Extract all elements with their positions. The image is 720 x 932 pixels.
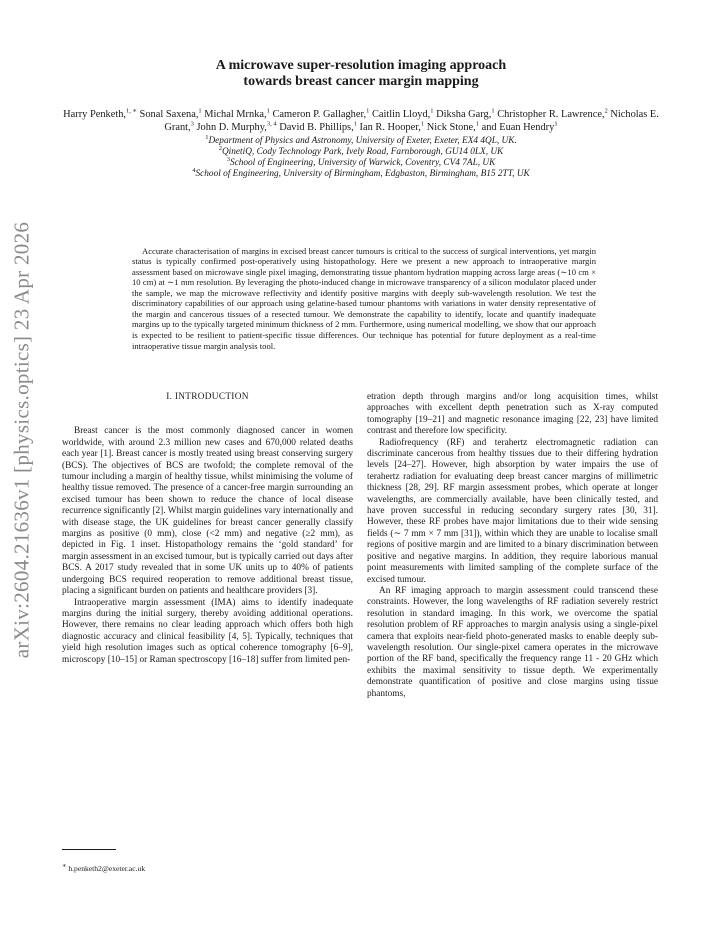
author-name: David B. Phillips,: [276, 122, 354, 134]
author-name: Ian R. Hooper,: [356, 122, 421, 134]
author-affiliation-mark: 3, 4: [266, 120, 277, 128]
author-affiliation-mark: 1: [198, 107, 202, 115]
author-name: Nick Stone,: [424, 122, 476, 134]
affiliation-line: [60, 166, 662, 180]
author-name: Cameron P. Gallagher,: [269, 109, 367, 120]
author-name: Caitlin Lloyd,: [369, 109, 431, 120]
affiliation-number: 1: [205, 133, 209, 141]
body-paragraph: Radiofrequency (RF) and terahertz electromagnetic radiation can discriminate cancerous from healthy tissues due to their differing hydration levels [24–27]. However, high absorption by water impairs the use of terahertz radiation for evaluating deep breast cancer margins of millimetric thickness [28, 29]. RF margin assessment probes, which operate at longer wavelengths, are commercially available, have been clinically tested, and have proven successful in reducing secondary surgery rates [30, 31]. However, these RF probes have major limitations due to their wide sensing fields (∼ 7 mm × 7 mm [31]), within which they are unable to localise small regions of positive margin and are limited to a binary discrimination between positive and negative margins. In addition, they require laborious manual point measurements with limited sampling of the complete surface of the excised tumour.: [367, 437, 658, 585]
body-paragraph: Intraoperative margin assessment (IMA) aims to identify inadequate margins during the initial surgery, thereby avoiding additional operations. However, there remains no clear leading approach which offers both high diagnostic accuracy and clinical feasibility [4, 5]. Typically, techniques that yield high resolution images such as optical coherence tomography [6–9], microscopy [10–15] or Raman spectroscopy [16–18] suffer from limited pen-: [62, 597, 353, 665]
paper-title: [60, 58, 662, 90]
abstract: Accurate characterisation of margins in excised breast cancer tumours is critical to the success of surgical interventions, yet margin status is typically confirmed post-operatively using histopathology. Here we present a new approach to intraoperative margin assessment based on microwave single pixel imaging, demonstrating tissue phantom hydration mapping across large areas (∼10 cm × 10 cm) at ∼1 mm resolution. By leveraging the photo-induced change in microwave transparency of a silicon modulator placed under the sample, we map the microwave reflectivity and identify positive margins with deeply sub-wavelength resolution. We test the discriminatory capabilities of our approach using gelatine-based tumour phantoms with variations in water density representative of the margin and cancerous tissues of a resected tumour. We demonstrate the capability to identify, locate and quantify inadequate margins up to the typically targeted minimum thickness of 2 mm. Furthermore, using numerical modelling, we show that our approach is expected to be resilient to patient-specific tissue differences. Our technique has potential for future deployment as a real-time intraoperative tissue margin analysis tool.: [132, 245, 596, 351]
body-paragraph: etration depth through margins and/or long acquisition times, whilst approaches with excellent depth penetration such as X-ray computed tomography [19–21] and magnetic resonance imaging [22, 23] have limited contrast and therefore low specificity.: [367, 392, 658, 437]
footnote-mark: ∗: [62, 862, 67, 870]
affiliation-text: Department of Physics and Astronomy, University of Exeter, Exeter, EX4 4QL, UK.: [208, 135, 517, 146]
author-name: Nicholas E. Grant,: [164, 109, 659, 134]
affiliation-number: 2: [218, 144, 222, 152]
author-name: Christopher R. Lawrence,: [494, 109, 605, 120]
footnote-divider: [62, 849, 116, 850]
affiliation-line: [60, 144, 662, 158]
paper-header: [60, 58, 662, 180]
author-name: and Euan Hendry: [479, 122, 555, 134]
author-affiliation-mark: 1: [366, 107, 370, 115]
body-paragraph: An RF imaging approach to margin assessment could transcend these constraints. However, the long wavelengths of RF radiation severely restrict resolution in standard imaging. In this work, we overcome the spatial resolution problem of RF approaches to margin analysis using a single-pixel camera that exploits near-field photo-generated masks to enable deeply sub-wavelength resolution. Our single-pixel camera operates in the microwave portion of the RF band, specifically the frequency range 11 - 20 GHz which exhibits the maximal sensitivity to tissue depth. We experimentally demonstrate quantification of positive and close margins using tissue phantoms,: [367, 585, 658, 699]
affiliation-line: [60, 155, 662, 169]
left-column: [62, 392, 353, 666]
author-affiliation-mark: 2: [604, 107, 608, 115]
arxiv-identifier-text: arXiv:2604.21636v1 [physics.optics] 23 Apr 2026: [9, 221, 34, 659]
author-affiliation-mark: 1, ∗: [126, 107, 137, 115]
author-list: [60, 108, 662, 135]
author-name: Sonal Saxena,: [136, 109, 199, 120]
author-name: Michal Mrnka,: [201, 109, 267, 120]
affiliation-text: School of Engineering, University of Warwick, Coventry, CV4 7AL, UK: [229, 157, 496, 168]
author-name: Diksha Garg,: [433, 109, 492, 120]
arxiv-identifier: [2, 220, 42, 660]
author-affiliation-mark: 3: [190, 120, 194, 128]
affiliation-number: 4: [192, 166, 196, 174]
author-affiliation-mark: 1: [353, 120, 357, 128]
author-affiliation-mark: 1: [554, 120, 558, 128]
section-heading-introduction: I. INTRODUCTION: [166, 392, 249, 402]
right-column: [367, 392, 658, 700]
title-line-2: towards breast cancer margin mapping: [243, 74, 479, 89]
author-affiliation-mark: 1: [475, 120, 480, 128]
title-line-1: A microwave super-resolution imaging approach: [215, 58, 507, 73]
footnote-email: h.penketh2@exeter.ac.uk: [68, 864, 146, 873]
body-paragraph: Breast cancer is the most commonly diagnosed cancer in women worldwide, with around 2.3 million new cases and 670,000 related deaths each year [1]. Breast cancer is mostly treated using breast conserving surgery (BCS). The objectives of BCS are twofold; the complete removal of the tumour including a margin of healthy tissue, whilst minimising the volume of healthy tissue removed. The presence of a cancer-free margin surrounding an excised tumour has been shown to reduce the chance of local disease recurrence significantly [2]. Whilst margin guidelines vary internationally and with disease stage, the UK guidelines for breast cancer generally classify margins as positive (0 mm), close (<2 mm) and negative (≥2 mm), as depicted in Fig. 1 inset. Histopathology remains the ‘gold standard’ for margin assessment in an excised tumour, but is typically carried out days after BCS. A 2017 study revealed that in some UK units up to 40% of patients undergoing BCS required reoperation to remove additional breast tissue, placing a significant burden on patients and healthcare providers [3].: [62, 426, 353, 597]
author-affiliation-mark: 1: [491, 107, 495, 115]
author-name: Harry Penketh,: [63, 109, 127, 120]
affiliation-number: 3: [226, 155, 230, 163]
author-affiliation-mark: 1: [420, 120, 425, 128]
author-affiliation-mark: 1: [266, 107, 270, 115]
affiliation-text: QinetiQ, Cody Technology Park, Ively Road, Farnborough, GU14 0LX, UK: [221, 146, 504, 157]
footnote: [62, 864, 145, 873]
author-name: John D. Murphy,: [193, 122, 267, 134]
author-affiliation-mark: 1: [430, 107, 434, 115]
affiliation-text: School of Engineering, University of Birmingham, Edgbaston, Birmingham, B15 2TT, UK: [195, 168, 530, 179]
affiliation-line: [60, 133, 662, 147]
affiliation-list: [60, 133, 662, 180]
